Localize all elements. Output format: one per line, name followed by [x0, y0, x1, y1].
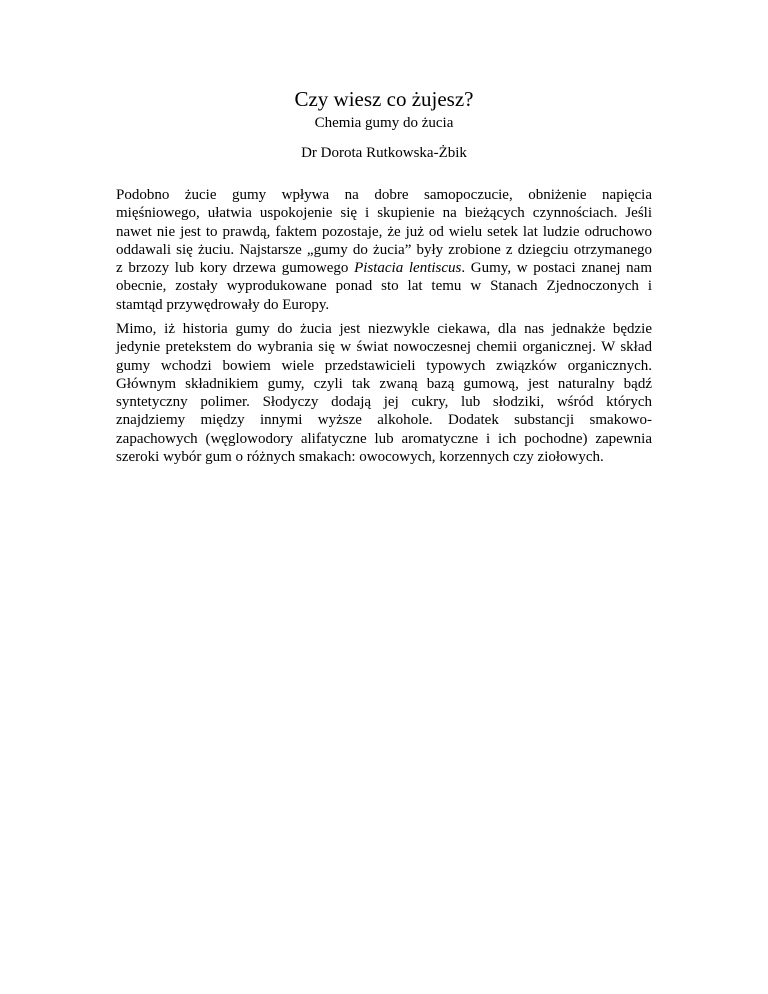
paragraph-line: syntetyczny polimer. Słodyczy dodają jej cukry, lub słodziki, wśród których: [116, 394, 652, 411]
paragraph-line: szeroki wybór gum o różnych smakach: owocowych, korzennych czy ziołowych.: [116, 449, 604, 466]
document-subtitle: Chemia gumy do żucia: [314, 115, 454, 131]
paragraph-line: mięśniowego, ułatwia uspokojenie się i skupienie na bieżących czynnościach. Jeśli: [116, 205, 652, 222]
paragraph-line: nawet nie jest to prawdą, faktem pozostaje, że już od wielu setek lat ludzie odruchowo: [116, 223, 652, 240]
paragraph-line: znajdziemy między innymi wyższe alkohole. Dodatek substancji smakowo-: [116, 412, 652, 429]
paragraph-line: zapachowych (węglowodory alifatyczne lub aromatyczne i ich pochodne) zapewnia: [116, 430, 652, 447]
paragraph-line: Głównym składnikiem gumy, czyli tak zwaną bazą gumową, jest naturalny bądź: [116, 375, 652, 392]
paragraph-line: [116, 259, 652, 277]
document-title: Czy wiesz co żujesz?: [294, 87, 474, 111]
paragraph-chemistry: [116, 320, 652, 466]
paragraph-line: jedynie pretekstem do wybrania się w świat nowoczesnej chemii organicznej. W skład: [116, 339, 652, 356]
paragraph-line: gumy wchodzi bowiem wiele przedstawicieli typowych związków organicznych.: [116, 357, 652, 374]
paragraph-line: obecnie, zostały wyprodukowane ponad sto lat temu w Stanach Zjednoczonych i: [116, 278, 652, 295]
species-name: Pistacia lentiscus: [354, 260, 462, 277]
paragraph-line: oddawali się żuciu. Najstarsze „gumy do żucia” były zrobione z dziegciu otrzymanego: [116, 241, 652, 258]
document-author: Dr Dorota Rutkowska-Żbik: [301, 145, 467, 161]
line-text: z brzozy lub kory drzewa gumowego: [116, 260, 355, 277]
line-text: . Gumy, w postaci znanej nam: [461, 260, 653, 277]
paragraph-line: Podobno żucie gumy wpływa na dobre samopoczucie, obniżenie napięcia: [116, 187, 652, 203]
paragraph-line: Mimo, iż historia gumy do żucia jest niezwykle ciekawa, dla nas jednakże będzie: [116, 321, 652, 337]
paragraph-line: stamtąd przywędrowały do Europy.: [116, 296, 330, 313]
paragraph-intro: [116, 186, 652, 314]
